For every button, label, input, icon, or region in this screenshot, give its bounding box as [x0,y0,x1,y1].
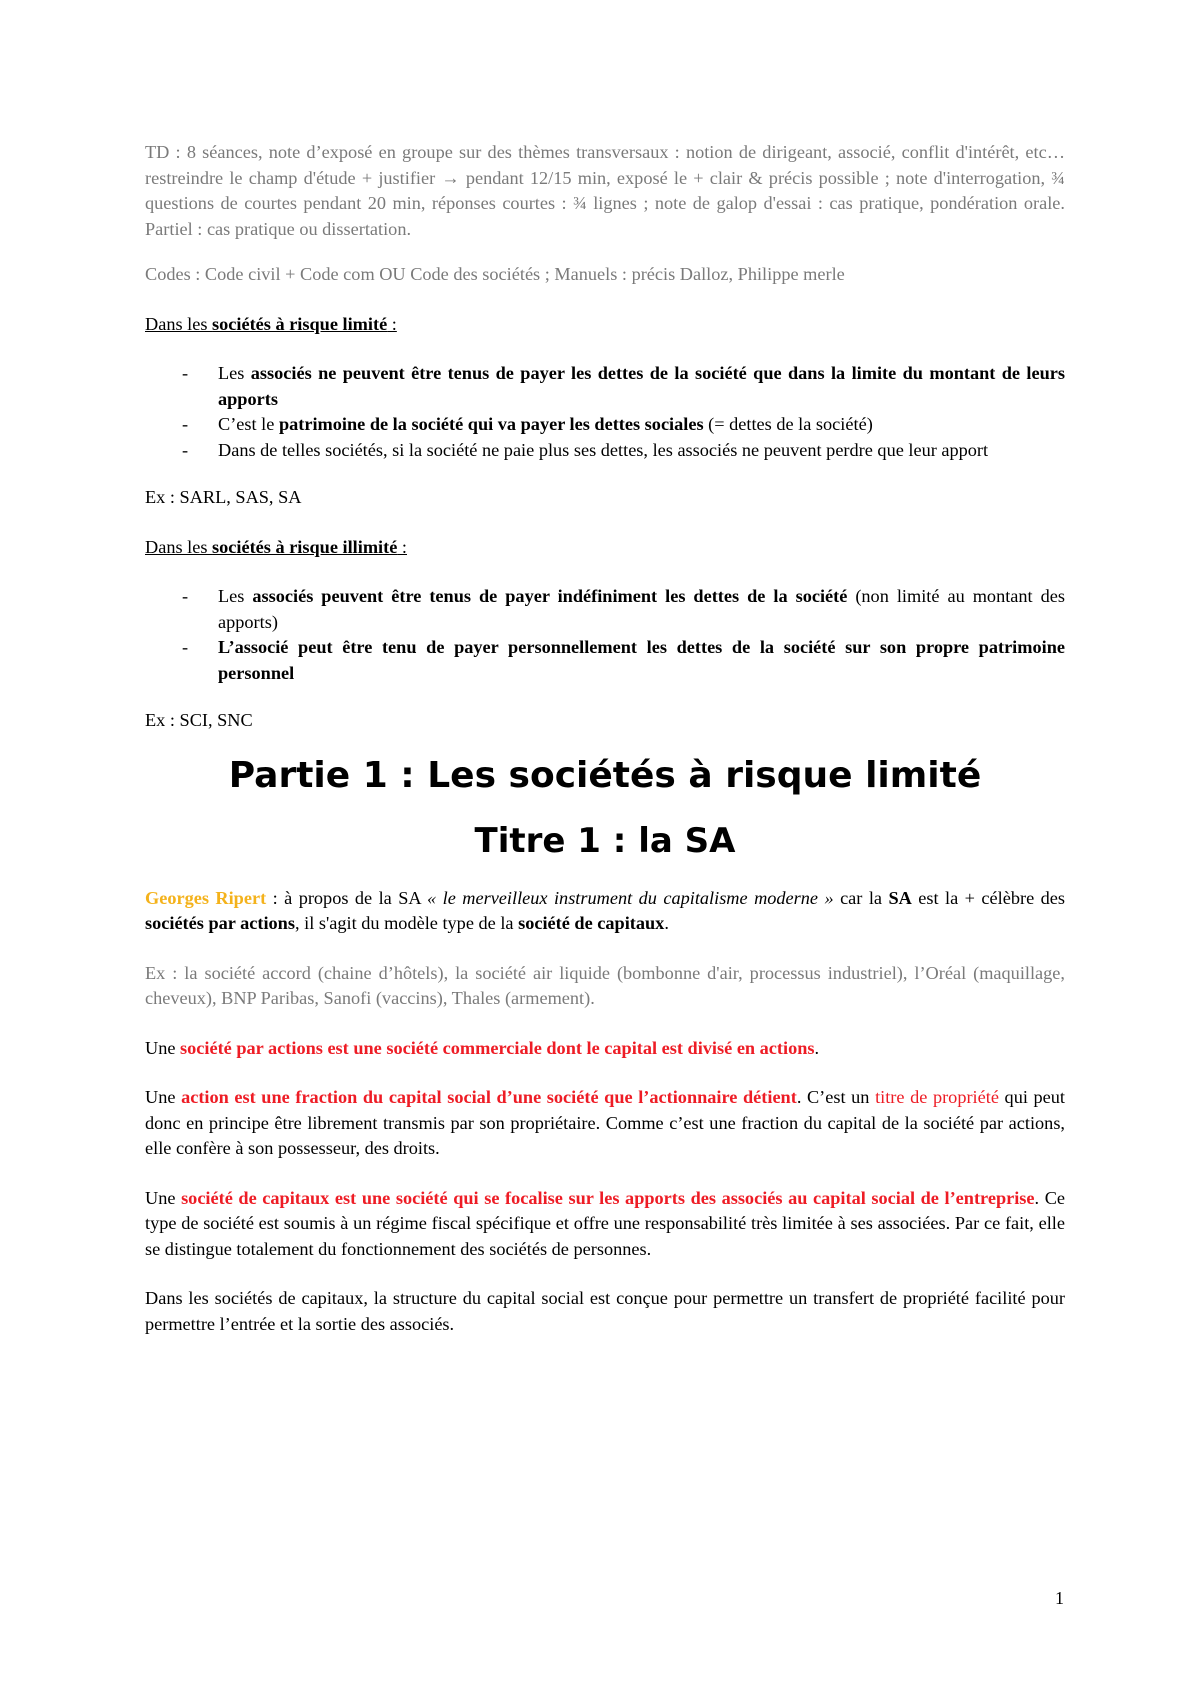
definition-bold-red: société par actions est une société commerciale dont le capital est divisé en actions [180,1037,815,1058]
list-item [145,361,1065,412]
td-paragraph: TD : 8 séances, note d’exposé en groupe sur des thèmes transversaux : notion de dirigeant, associé, conflit d'intérêt, etc… restreindre le champ d'étude + justifier → pendant 12/15 min, exposé le + clair & précis possible ; note d'interrogation, ¾ questions de courtes pendant 20 min, réponses courtes : ¾ lignes ; note de galop d'essai : cas pratique, pondération orale. Partiel : cas pratique ou dissertation. [145,142,1065,239]
bold-sdc: société de capitaux [518,913,665,933]
text: qui peut donc en principe être librement transmis par son propriétaire. Comme c’est une fraction du capital de la société par actions, elle confère à son possesseur, des droits. [145,1087,1065,1158]
text: est la + célèbre des [911,887,1066,908]
final-paragraph: Dans les sociétés de capitaux, la structure du capital social est conçue pour permettre un transfert de propriété facilité pour permettre l’entrée et la sortie des associés. [145,1288,1065,1334]
item-text: Les [218,586,253,606]
document-body [145,140,1065,1337]
codes-paragraph: Codes : Code civil + Code com OU Code des sociétés ; Manuels : précis Dalloz, Philippe merle [145,264,845,284]
list-item [145,412,1065,438]
section-heading-risque-limite [145,312,1065,338]
ripert-paragraph [145,886,1065,937]
example-risque-limite: Ex : SARL, SAS, SA [145,487,302,507]
list-item [145,584,1065,635]
heading-bold: sociétés à risque limité [212,313,388,334]
item-bold: associés ne peuvent être tenus de payer les dettes de la société que dans la limite du montant de leurs apports [218,363,1065,409]
text: car la [833,887,889,908]
list-item [145,635,1065,686]
heading-text: Dans les [145,313,213,334]
heading-text: Dans les [145,536,213,557]
item-bold: patrimoine de la société qui va payer les dettes sociales [278,414,704,434]
definition-societe-par-actions [145,1036,1065,1062]
list-risque-illimite [145,584,1065,686]
page-number: 1 [1055,1588,1064,1608]
text: : à propos de la SA [266,887,428,908]
definition-action [145,1085,1065,1162]
definition-bold-red: action est une fraction du capital social d’une société que l’actionnaire détient [181,1087,797,1107]
titre-title: Titre 1 : la SA [474,820,736,861]
section-heading-risque-illimite [145,535,1065,561]
definition-bold-red: société de capitaux est une société qui se focalise sur les apports des associés au capital social de l’entreprise [181,1187,1035,1208]
text: Une [145,1087,182,1107]
bold-sa: SA [888,887,912,908]
list-risque-limite [145,361,1065,463]
titre-propriete-red: titre de propriété [875,1087,999,1107]
item-bold: L’associé peut être tenu de payer personnellement les dettes de la société sur son propre patrimoine personnel [218,637,1065,683]
text: . C’est un [796,1087,876,1107]
item-text: Les [218,363,251,383]
text: . [664,913,669,933]
text: . [814,1037,820,1058]
heading-suffix: : [397,536,407,557]
item-text: (non limité au montant des apports) [218,586,1065,632]
text: , il s'agit du modèle type de la [294,913,519,933]
bold-spa: sociétés par actions [145,913,295,933]
examples-paragraph: Ex : la société accord (chaine d’hôtels), la société air liquide (bombonne d'air, processus industriel), l’Oréal (maquillage, cheveux), BNP Paribas, Sanofi (vaccins), Thales (armement). [145,962,1065,1008]
item-text: Dans de telles sociétés, si la société ne paie plus ses dettes, les associés ne peuvent perdre que leur apport [218,439,989,460]
example-risque-illimite: Ex : SCI, SNC [145,710,253,730]
partie-title: Partie 1 : Les sociétés à risque limité [228,754,982,796]
item-text: C’est le [218,414,279,434]
item-bold: associés peuvent être tenus de payer indéfiniment les dettes de la société [252,586,848,606]
text: Une [145,1187,182,1208]
text: . Ce type de société est soumis à un régime fiscal spécifique et offre une responsabilité très limitée à ses associées. Par ce fait, elle se distingue totalement du fonctionnement des sociétés de personnes. [145,1187,1066,1259]
item-text: (= dettes de la société) [703,414,873,434]
ripert-name: Georges Ripert [145,887,267,908]
list-item [145,438,1065,464]
text: Une [145,1037,181,1058]
ripert-quote: « le merveilleux instrument du capitalisme moderne » [427,887,834,908]
heading-suffix: : [387,313,397,334]
heading-bold: sociétés à risque illimité [212,536,398,557]
definition-societe-de-capitaux [145,1186,1065,1263]
